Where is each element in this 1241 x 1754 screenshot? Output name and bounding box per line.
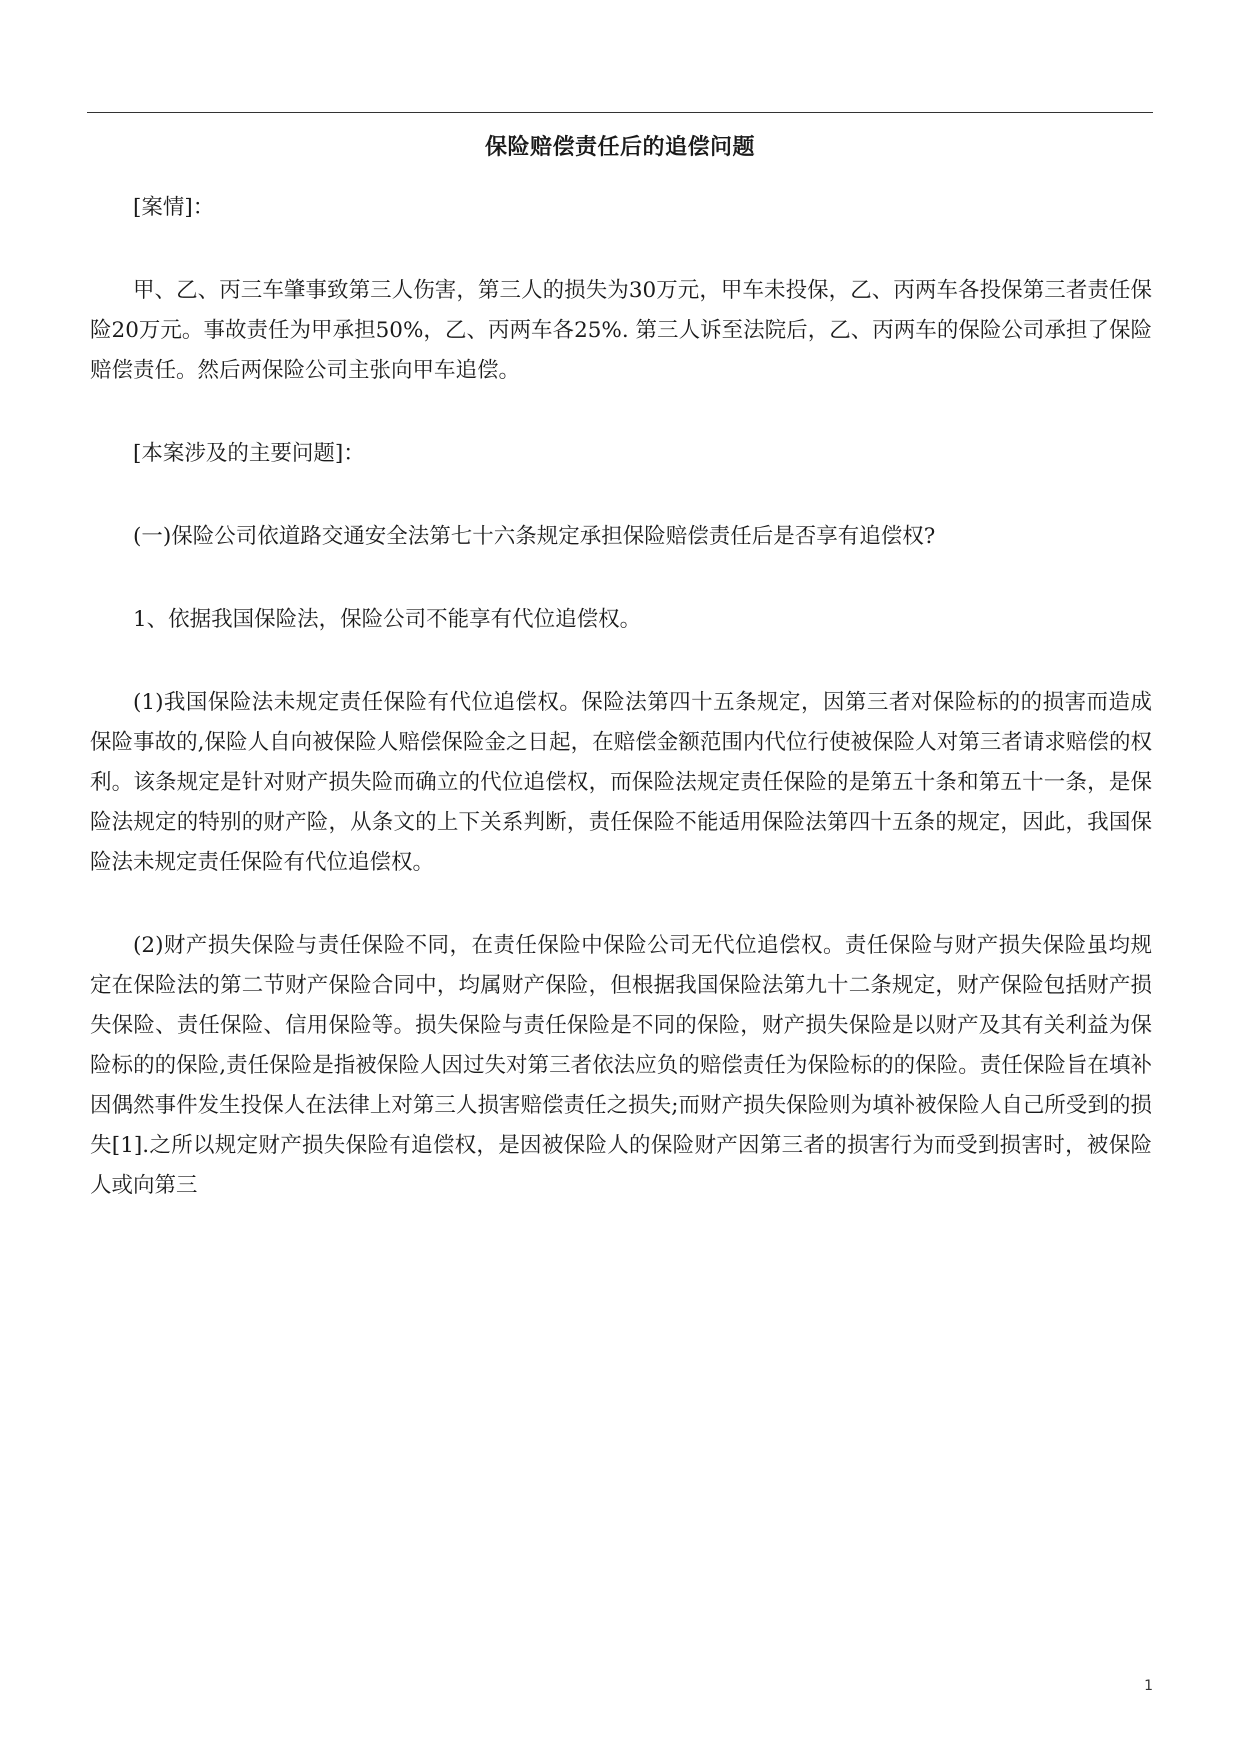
document-title: 保险赔偿责任后的追偿问题	[484, 135, 755, 160]
header-rule	[87, 112, 1153, 113]
subpoint-one-paragraph: (1)我国保险法未规定责任保险有代位追偿权。保险法第四十五条规定，因第三者对保险标的的损害而造成保险事故的,保险人自向被保险人赔偿保险金之日起，在赔偿金额范围内代位行使被保险人对第三者请求赔偿的权利。该条规定是针对财产损失险而确立的代位追偿权，而保险法规定责任保险的是第五十条和第五十一条，是保险法规定的特别的财产险，从条文的上下关系判断，责任保险不能适用保险法第四十五条的规定，因此，我国保险法未规定责任保险有代位追偿权。	[90, 690, 1152, 875]
issue-one-heading: (一)保险公司依道路交通安全法第七十六条规定承担保险赔偿责任后是否享有追偿权?	[133, 524, 936, 549]
point-one-paragraph: 1、依据我国保险法，保险公司不能享有代位追偿权。	[133, 607, 642, 632]
document-body	[90, 188, 1152, 1206]
main-issues-heading: [本案涉及的主要问题]：	[133, 441, 365, 466]
case-facts-paragraph: 甲、乙、丙三车肇事致第三人伤害，第三人的损失为30万元，甲车未投保，乙、丙两车各投保第三者责任保险20万元。事故责任为甲承担50%，乙、丙两车各25%. 第三人诉至法院后，乙、丙两车的保险公司承担了保险赔偿责任。然后两保险公司主张向甲车追偿。	[90, 278, 1152, 383]
case-heading: [案情]：	[133, 195, 215, 220]
page-number: 1	[1144, 1678, 1153, 1694]
subpoint-two-paragraph: (2)财产损失保险与责任保险不同，在责任保险中保险公司无代位追偿权。责任保险与财产损失保险虽均规定在保险法的第二节财产保险合同中，均属财产保险，但根据我国保险法第九十二条规定，财产保险包括财产损失保险、责任保险、信用保险等。损失保险与责任保险是不同的保险，财产损失保险是以财产及其有关利益为保险标的的保险,责任保险是指被保险人因过失对第三者依法应负的赔偿责任为保险标的的保险。责任保险旨在填补因偶然事件发生投保人在法律上对第三人损害赔偿责任之损失;而财产损失保险则为填补被保险人自己所受到的损失[1].之所以规定财产损失保险有追偿权，是因被保险人的保险财产因第三者的损害行为而受到损害时，被保险人或向第三	[90, 933, 1152, 1198]
